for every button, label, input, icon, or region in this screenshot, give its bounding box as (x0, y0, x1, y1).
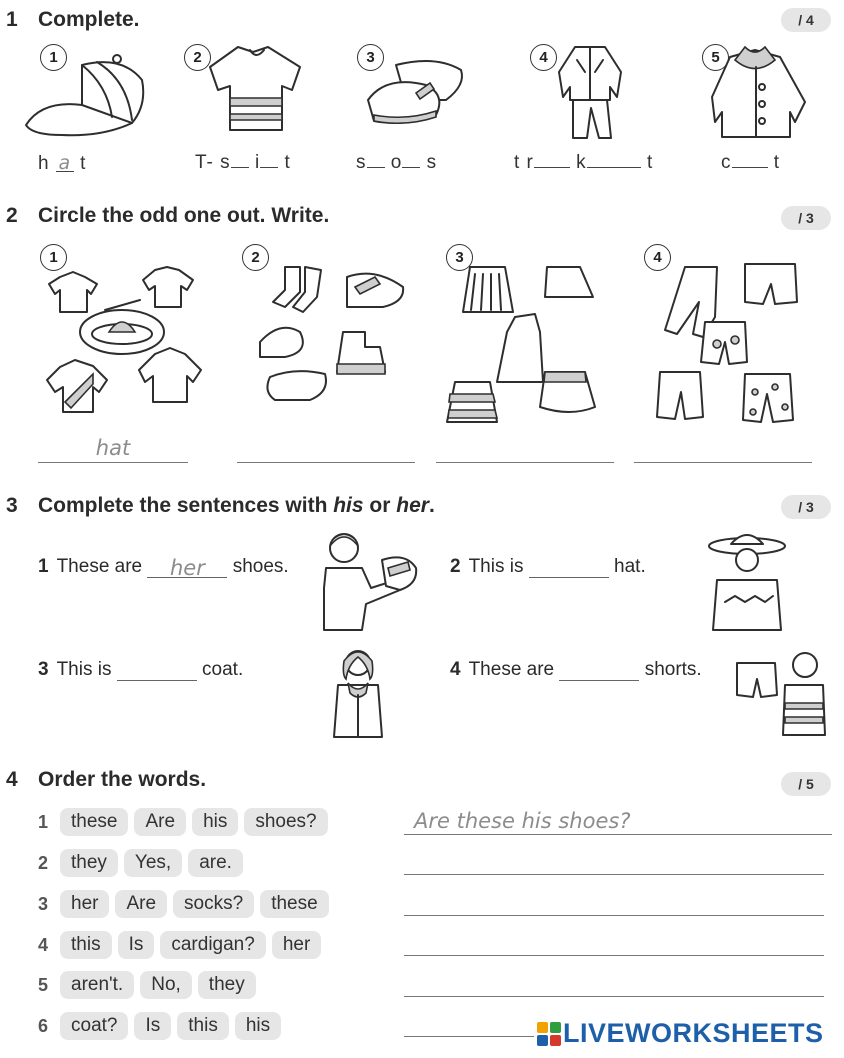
group-1-clothes-picture (45, 262, 215, 427)
word-chip[interactable]: Are (134, 808, 186, 836)
sentence-4-answer[interactable] (559, 659, 639, 681)
word-chip[interactable]: they (198, 971, 256, 999)
liveworksheets-logo-icon (537, 1022, 561, 1046)
sentence-4: 4 These are shorts. (450, 659, 702, 680)
word-chip[interactable]: these (260, 890, 328, 918)
order-row-4: 4 this Is cardigan? her (38, 931, 327, 959)
group-4-number: 4 (644, 244, 671, 271)
order-row-2: 2 they Yes, are. (38, 849, 249, 877)
section-1-score: / 4 (781, 8, 831, 32)
group-2-footwear-picture (255, 262, 415, 422)
sentence-3: 3 This is coat. (38, 659, 244, 680)
cap-picture (22, 45, 147, 135)
word-chip[interactable]: these (60, 808, 128, 836)
group-3-number: 3 (446, 244, 473, 271)
sentence-2-answer[interactable] (529, 556, 609, 578)
coat-picture (710, 42, 810, 140)
word-chip[interactable]: they (60, 849, 118, 877)
word-chip[interactable]: his (235, 1012, 281, 1040)
item-5-number: 5 (702, 44, 729, 71)
sentence-3-answer[interactable] (117, 659, 197, 681)
order-row-6: 6 coat? Is this his (38, 1012, 287, 1040)
word-chip[interactable]: this (177, 1012, 229, 1040)
group-1-answer[interactable]: hat (95, 436, 131, 460)
section-3-title: Complete the sentences with his or her. (38, 494, 435, 517)
word-chip[interactable]: shoes? (244, 808, 327, 836)
spelling-t-shirt: T- s i t (195, 152, 291, 173)
order-row-1: 1 these Are his shoes? (38, 808, 334, 836)
item-4-number: 4 (530, 44, 557, 71)
boy-with-hat-picture (705, 526, 805, 632)
group-1-answer-line (38, 462, 188, 463)
girl-with-shoes-picture (316, 528, 421, 632)
sentence-1-answer[interactable]: her (147, 556, 227, 578)
word-chip[interactable]: Is (134, 1012, 171, 1040)
order-line-4[interactable] (404, 955, 824, 956)
answer-a[interactable]: a (56, 152, 74, 172)
section-1-title: Complete. (38, 8, 140, 31)
section-4-title: Order the words. (38, 768, 207, 791)
liveworksheets-logo (537, 1018, 824, 1049)
item-2-number: 2 (184, 44, 211, 71)
word-chip[interactable]: her (60, 890, 109, 918)
group-4-answer-line[interactable] (634, 462, 812, 463)
item-3-number: 3 (357, 44, 384, 71)
order-line-3[interactable] (404, 915, 824, 916)
group-4-trousers-picture (645, 262, 805, 432)
word-chip[interactable]: are. (188, 849, 243, 877)
spelling-tracksuit: t r k t (514, 152, 654, 173)
sentence-2: 2 This is hat. (450, 556, 646, 577)
word-chip[interactable]: socks? (173, 890, 254, 918)
word-chip[interactable]: his (192, 808, 238, 836)
section-2-score: / 3 (781, 206, 831, 230)
sentence-1: 1 These are her shoes. (38, 556, 289, 580)
word-chip[interactable]: Yes, (124, 849, 182, 877)
order-row-3: 3 her Are socks? these (38, 890, 335, 918)
word-chip[interactable]: coat? (60, 1012, 128, 1040)
order-line-1 (404, 834, 832, 835)
word-chip[interactable]: this (60, 931, 112, 959)
word-chip[interactable]: aren't. (60, 971, 134, 999)
word-chip[interactable]: No, (140, 971, 192, 999)
logo-text: LIVEWORKSHEETS (563, 1018, 824, 1048)
spelling-coat: c t (721, 152, 781, 173)
order-line-5[interactable] (404, 996, 824, 997)
order-answer-1[interactable]: Are these his shoes? (414, 809, 631, 833)
group-2-answer-line[interactable] (237, 462, 415, 463)
shoes-picture (366, 55, 466, 130)
item-1-number: 1 (40, 44, 67, 71)
word-chip[interactable]: Is (118, 931, 155, 959)
boy-with-shorts-picture (735, 645, 827, 737)
group-1-number: 1 (40, 244, 67, 271)
section-4-score: / 5 (781, 772, 831, 796)
group-3-answer-line[interactable] (436, 462, 614, 463)
section-1-number: 1 (6, 8, 18, 31)
group-2-number: 2 (242, 244, 269, 271)
section-3-number: 3 (6, 494, 18, 517)
woman-with-coat-picture (330, 645, 390, 737)
order-row-5: 5 aren't. No, they (38, 971, 262, 999)
t-shirt-picture (208, 42, 308, 134)
order-line-2[interactable] (404, 874, 824, 875)
tracksuit-picture (555, 42, 625, 140)
word-chip[interactable]: cardigan? (160, 931, 265, 959)
section-2-number: 2 (6, 204, 18, 227)
section-3-score: / 3 (781, 495, 831, 519)
section-4-number: 4 (6, 768, 18, 791)
spelling-hat: h a t (38, 152, 87, 174)
group-3-skirts-picture (445, 262, 605, 432)
word-chip[interactable]: her (272, 931, 321, 959)
order-line-6[interactable] (404, 1036, 534, 1037)
word-chip[interactable]: Are (115, 890, 167, 918)
spelling-shoes: s o s (356, 152, 438, 173)
section-2-title: Circle the odd one out. Write. (38, 204, 330, 227)
